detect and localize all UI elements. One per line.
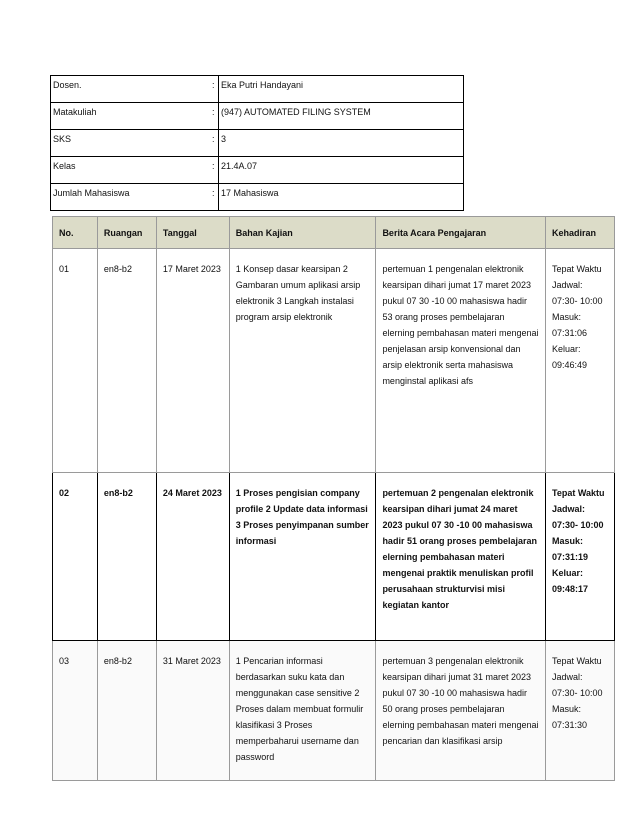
info-value: Eka Putri Handayani — [219, 76, 464, 103]
table-row — [53, 249, 615, 473]
cell-berita-acara: pertemuan 1 pengenalan elektronik kearsipan dihari jumat 17 maret 2023 pukul 07 30 -10 00 mahasiswa hadir 53 orang proses pembelajaran elerning pembahasan materi mengenai penjelasan arsip konvensional dan arsip elektronik serta mahasiswa menginstal aplikasi afs — [376, 249, 546, 473]
cell-tanggal: 17 Maret 2023 — [156, 249, 229, 473]
info-value: 17 Mahasiswa — [219, 184, 464, 211]
info-label: SKS — [51, 130, 209, 157]
cell-no: 02 — [53, 473, 98, 641]
info-row-sks — [51, 130, 464, 157]
info-label: Kelas — [51, 157, 209, 184]
info-value: (947) AUTOMATED FILING SYSTEM — [219, 103, 464, 130]
info-row-jumlah-mahasiswa — [51, 184, 464, 211]
cell-no: 01 — [53, 249, 98, 473]
cell-kehadiran: Tepat Waktu Jadwal: 07:30- 10:00 Masuk: 07:31:19 Keluar: 09:48:17 — [546, 473, 615, 641]
cell-no: 03 — [53, 641, 98, 781]
cell-tanggal: 31 Maret 2023 — [156, 641, 229, 781]
header-tanggal: Tanggal — [156, 217, 229, 249]
info-separator: : — [209, 76, 219, 103]
header-bahan-kajian: Bahan Kajian — [229, 217, 376, 249]
info-separator: : — [209, 157, 219, 184]
course-info-table — [50, 75, 464, 211]
info-separator: : — [209, 130, 219, 157]
header-berita-acara: Berita Acara Pengajaran — [376, 217, 546, 249]
info-value: 3 — [219, 130, 464, 157]
teaching-log-table — [52, 216, 615, 781]
info-separator: : — [209, 103, 219, 130]
cell-kehadiran: Tepat Waktu Jadwal: 07:30- 10:00 Masuk: 07:31:30 — [546, 641, 615, 781]
header-kehadiran: Kehadiran — [546, 217, 615, 249]
table-row — [53, 473, 615, 641]
cell-bahan-kajian: 1 Konsep dasar kearsipan 2 Gambaran umum aplikasi arsip elektronik 3 Langkah instalasi program arsip elektronik — [229, 249, 376, 473]
info-row-matakuliah — [51, 103, 464, 130]
cell-ruangan: en8-b2 — [97, 641, 156, 781]
cell-berita-acara: pertemuan 3 pengenalan elektronik kearsipan dihari jumat 31 maret 2023 pukul 07 30 -10 00 mahasiswa hadir 50 orang proses pembelajaran elerning pembahasan materi mengenai pencarian dan klasifikasi arsip — [376, 641, 546, 781]
info-label: Dosen. — [51, 76, 209, 103]
info-row-dosen — [51, 76, 464, 103]
info-label: Matakuliah — [51, 103, 209, 130]
table-header-row — [53, 217, 615, 249]
cell-ruangan: en8-b2 — [97, 249, 156, 473]
cell-kehadiran: Tepat Waktu Jadwal: 07:30- 10:00 Masuk: 07:31:06 Keluar: 09:46:49 — [546, 249, 615, 473]
cell-bahan-kajian: 1 Proses pengisian company profile 2 Update data informasi 3 Proses penyimpanan sumber informasi — [229, 473, 376, 641]
table-row — [53, 641, 615, 781]
info-value: 21.4A.07 — [219, 157, 464, 184]
info-row-kelas — [51, 157, 464, 184]
info-label: Jumlah Mahasiswa — [51, 184, 209, 211]
cell-tanggal: 24 Maret 2023 — [156, 473, 229, 641]
info-separator: : — [209, 184, 219, 211]
cell-bahan-kajian: 1 Pencarian informasi berdasarkan suku kata dan menggunakan case sensitive 2 Proses dalam membuat formulir klasifikasi 3 Proses memperbaharui username dan password — [229, 641, 376, 781]
cell-berita-acara: pertemuan 2 pengenalan elektronik kearsipan dihari jumat 24 maret 2023 pukul 07 30 -10 00 mahasiswa hadir 51 orang proses pembelajaran elerning pembahasan materi mengenai praktik menuliskan profil perusahaan strukturvisi misi kegiatan kantor — [376, 473, 546, 641]
header-no: No. — [53, 217, 98, 249]
header-ruangan: Ruangan — [97, 217, 156, 249]
cell-ruangan: en8-b2 — [97, 473, 156, 641]
